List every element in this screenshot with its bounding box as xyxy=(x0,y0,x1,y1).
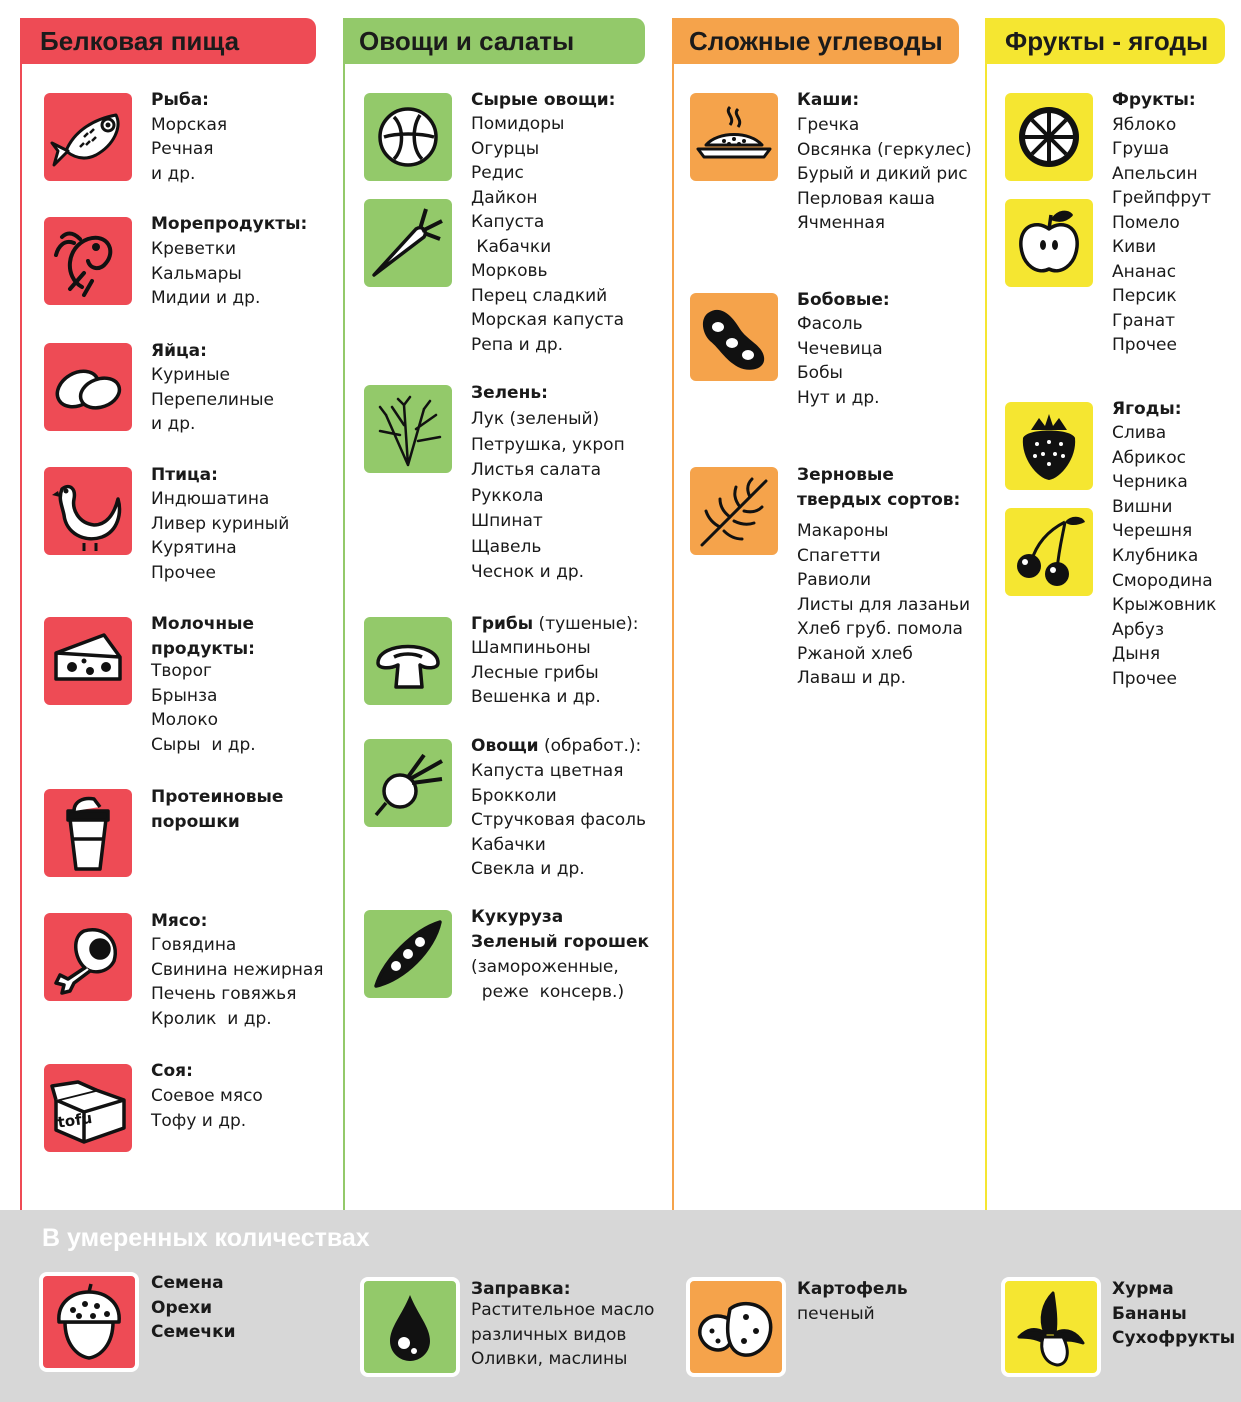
list-item: Перловая каша xyxy=(797,188,936,209)
soy-list xyxy=(151,1084,263,1133)
oil-drop-icon xyxy=(360,1277,460,1377)
column-divider-carbs xyxy=(672,18,674,1210)
mushrooms-title xyxy=(471,612,639,637)
column-header-vegetables: Овощи и салаты xyxy=(343,18,645,64)
list-item: различных видов xyxy=(471,1324,627,1345)
list-item: Шпинат xyxy=(471,511,543,531)
list-item: Гречка xyxy=(797,115,860,135)
list-item: Нут и др. xyxy=(797,387,880,408)
cherry-icon xyxy=(1005,508,1093,596)
list-item: Капуста xyxy=(471,212,545,232)
list-item: Дыня xyxy=(1112,644,1161,665)
list-item: Кабачки xyxy=(471,236,552,257)
herbs-icon xyxy=(364,385,452,473)
porridge-list xyxy=(797,113,972,236)
list-item: Крыжовник xyxy=(1112,595,1217,616)
list-item: Тофу и др. xyxy=(151,1110,247,1131)
list-item: Грейпфрут xyxy=(1112,188,1212,208)
list-item: Черешня xyxy=(1112,521,1193,542)
list-item: Вешенка и др. xyxy=(471,687,601,707)
list-item: Щавель xyxy=(471,536,542,557)
poultry-title: Птица: xyxy=(151,465,218,485)
list-item: Чечевица xyxy=(797,338,883,359)
wheat-icon xyxy=(690,467,778,555)
list-item: Брынза xyxy=(151,685,218,706)
list-item: Гранат xyxy=(1112,310,1176,331)
greens-title: Зелень: xyxy=(471,383,548,403)
list-item: Бобы xyxy=(797,363,843,383)
list-item: Помело xyxy=(1112,212,1180,233)
list-item: Кабачки xyxy=(471,834,546,855)
list-item: Мидии и др. xyxy=(151,288,261,308)
list-item: Капуста цветная xyxy=(471,761,624,781)
cooked-veg-list xyxy=(471,759,646,882)
eggs-title: Яйца: xyxy=(151,341,207,361)
cheese-icon xyxy=(44,617,132,705)
column-header-protein: Белковая пища xyxy=(20,18,316,64)
list-item: Растительное масло xyxy=(471,1300,655,1320)
cooked-veg-title xyxy=(471,734,641,759)
list-item: Оливки, маслины xyxy=(471,1349,628,1369)
list-item: Прочее xyxy=(1112,668,1177,689)
apple-icon xyxy=(1005,199,1093,287)
list-item: Хлеб груб. помола xyxy=(797,619,963,639)
dressing-title: Заправка: xyxy=(471,1279,571,1299)
list-item: Бурый и дикий рис xyxy=(797,164,968,184)
list-item: Кальмары xyxy=(151,263,242,284)
list-item: Огурцы xyxy=(471,138,540,159)
list-item: Стручковая фасоль xyxy=(471,810,646,830)
list-item: Чеснок и др. xyxy=(471,562,585,582)
column-divider-fruit xyxy=(985,18,987,1210)
banana-icon xyxy=(1001,1277,1101,1377)
list-item: Прочее xyxy=(151,562,216,583)
list-item: Овсянка (геркулес) xyxy=(797,139,972,160)
list-item: Макароны xyxy=(797,521,889,541)
list-item: Креветки xyxy=(151,239,237,259)
potato-title: Картофель xyxy=(797,1279,908,1299)
list-item: Помидоры xyxy=(471,114,565,134)
list-item: и др. xyxy=(151,414,196,434)
list-item: Лесные грибы xyxy=(471,662,599,683)
cabbage-icon xyxy=(364,93,452,181)
fish-title: Рыба: xyxy=(151,90,209,110)
tofu-label: tofu xyxy=(56,1108,94,1132)
seafood-title: Морепродукты: xyxy=(151,214,308,234)
list-item: Киви xyxy=(1112,237,1157,257)
list-item: Репа и др. xyxy=(471,334,564,355)
corn-peas-list xyxy=(471,955,624,1004)
list-item: Кролик и др. xyxy=(151,1008,272,1029)
list-item: Морская xyxy=(151,114,228,135)
list-item: Куриные xyxy=(151,365,230,385)
grains-title: Зерновые твердых сортов: xyxy=(797,465,961,510)
list-item: Спагетти xyxy=(797,545,881,566)
raw-veg-title: Сырые овощи: xyxy=(471,90,616,110)
seeds-nuts-title: Семена Орехи Семечки xyxy=(151,1273,236,1342)
mushrooms-title-bold: Грибы xyxy=(471,614,534,634)
list-item: и др. xyxy=(151,163,196,184)
list-item: Ржаной хлеб xyxy=(797,643,913,664)
shrimp-icon xyxy=(44,217,132,305)
list-item: Листы для лазаньи xyxy=(797,594,971,615)
list-item: Редис xyxy=(471,163,524,183)
eggs-list xyxy=(151,363,274,437)
meat-leg-icon xyxy=(44,913,132,1001)
list-item: Персик xyxy=(1112,286,1177,306)
raw-veg-list xyxy=(471,112,624,357)
list-item: Лук (зеленый) xyxy=(471,409,600,429)
list-item: Ливер куриный xyxy=(151,513,290,534)
list-item: Слива xyxy=(1112,423,1167,443)
list-item: Морская капуста xyxy=(471,310,625,330)
fruits-list xyxy=(1112,113,1211,358)
porridge-title: Каши: xyxy=(797,90,860,110)
tofu-box-icon xyxy=(44,1064,132,1152)
list-item: Речная xyxy=(151,139,214,159)
corn-peas-title: Кукуруза Зеленый горошек xyxy=(471,907,650,952)
list-item: Индюшатина xyxy=(151,489,270,509)
list-item: Брокколи xyxy=(471,785,557,806)
list-item: Листья салата xyxy=(471,460,602,480)
fish-list xyxy=(151,113,227,187)
list-item: Петрушка, укроп xyxy=(471,434,625,455)
mushrooms-list xyxy=(471,636,601,710)
list-item: Фасоль xyxy=(797,314,863,334)
list-item: Курятина xyxy=(151,538,237,558)
strawberry-icon xyxy=(1005,402,1093,490)
list-item: Печень говяжья xyxy=(151,984,297,1004)
beans-icon xyxy=(690,293,778,381)
acorn-icon xyxy=(39,1272,139,1372)
list-item: Свинина нежирная xyxy=(151,959,324,980)
shaker-icon xyxy=(44,789,132,877)
list-item: Говядина xyxy=(151,935,237,955)
column-header-carbs: Сложные углеводы xyxy=(672,18,959,64)
list-item: Морковь xyxy=(471,261,548,281)
list-item: Ананас xyxy=(1112,261,1177,282)
list-item: Соевое мясо xyxy=(151,1086,263,1106)
legumes-list xyxy=(797,312,883,410)
list-item: Арбуз xyxy=(1112,619,1165,640)
soy-title: Соя: xyxy=(151,1061,193,1081)
citrus-icon xyxy=(1005,93,1093,181)
list-item: Клубника xyxy=(1112,545,1199,566)
list-item: Прочее xyxy=(1112,335,1177,355)
list-item: (замороженные, xyxy=(471,957,619,977)
list-item: Молоко xyxy=(151,710,219,730)
fish-icon xyxy=(44,93,132,181)
potato-list xyxy=(797,1302,875,1327)
dairy-list xyxy=(151,659,256,757)
legumes-title: Бобовые: xyxy=(797,290,890,310)
list-item: Сыры и др. xyxy=(151,734,256,755)
beet-icon xyxy=(364,739,452,827)
list-item: Перец сладкий xyxy=(471,285,608,306)
list-item: Смородина xyxy=(1112,570,1213,591)
meat-list xyxy=(151,933,324,1031)
list-item: реже консерв.) xyxy=(471,981,625,1002)
poultry-list xyxy=(151,487,289,585)
list-item: Апельсин xyxy=(1112,163,1198,184)
pea-pod-icon xyxy=(364,910,452,998)
grains-list xyxy=(797,519,970,691)
seafood-list xyxy=(151,237,260,311)
list-item: Свекла и др. xyxy=(471,859,585,879)
list-item: Яблоко xyxy=(1112,114,1177,135)
list-item: Равиоли xyxy=(797,570,872,590)
berries-title: Ягоды: xyxy=(1112,399,1182,419)
fruits-title: Фрукты: xyxy=(1112,90,1196,110)
persimmon-banana-title: Хурма Бананы Сухофрукты xyxy=(1112,1279,1236,1348)
list-item: Творог xyxy=(151,661,212,681)
list-item: Ячменная xyxy=(797,213,886,233)
column-header-fruits: Фрукты - ягоды xyxy=(985,18,1225,64)
list-item: Дайкон xyxy=(471,187,538,208)
list-item: Черника xyxy=(1112,472,1188,493)
protein-powder-title: Протеиновые порошки xyxy=(151,787,284,832)
cooked-veg-title-note: (обработ.): xyxy=(538,736,642,756)
column-divider-veg xyxy=(343,18,345,1210)
chicken-icon xyxy=(44,467,132,555)
moderation-title: В умеренных количествах xyxy=(42,1224,370,1252)
mushroom-icon xyxy=(364,617,452,705)
meat-title: Мясо: xyxy=(151,911,208,931)
berries-list xyxy=(1112,421,1216,692)
list-item: Вишни xyxy=(1112,496,1173,517)
dairy-title: Молочные продукты: xyxy=(151,614,255,659)
carrot-icon xyxy=(364,199,452,287)
list-item: печеный xyxy=(797,1304,875,1324)
porridge-icon xyxy=(690,93,778,181)
list-item: Лаваш и др. xyxy=(797,668,906,688)
greens-list xyxy=(471,407,625,586)
list-item: Груша xyxy=(1112,139,1170,159)
list-item: Руккола xyxy=(471,485,544,506)
list-item: Абрикос xyxy=(1112,447,1186,468)
potato-icon xyxy=(686,1277,786,1377)
eggs-icon xyxy=(44,343,132,431)
dressing-list xyxy=(471,1298,654,1372)
list-item: Шампиньоны xyxy=(471,638,591,658)
mushrooms-title-note: (тушеные): xyxy=(533,614,639,634)
column-divider-protein xyxy=(20,18,22,1210)
cooked-veg-title-bold: Овощи xyxy=(471,736,539,756)
list-item: Перепелиные xyxy=(151,389,274,410)
